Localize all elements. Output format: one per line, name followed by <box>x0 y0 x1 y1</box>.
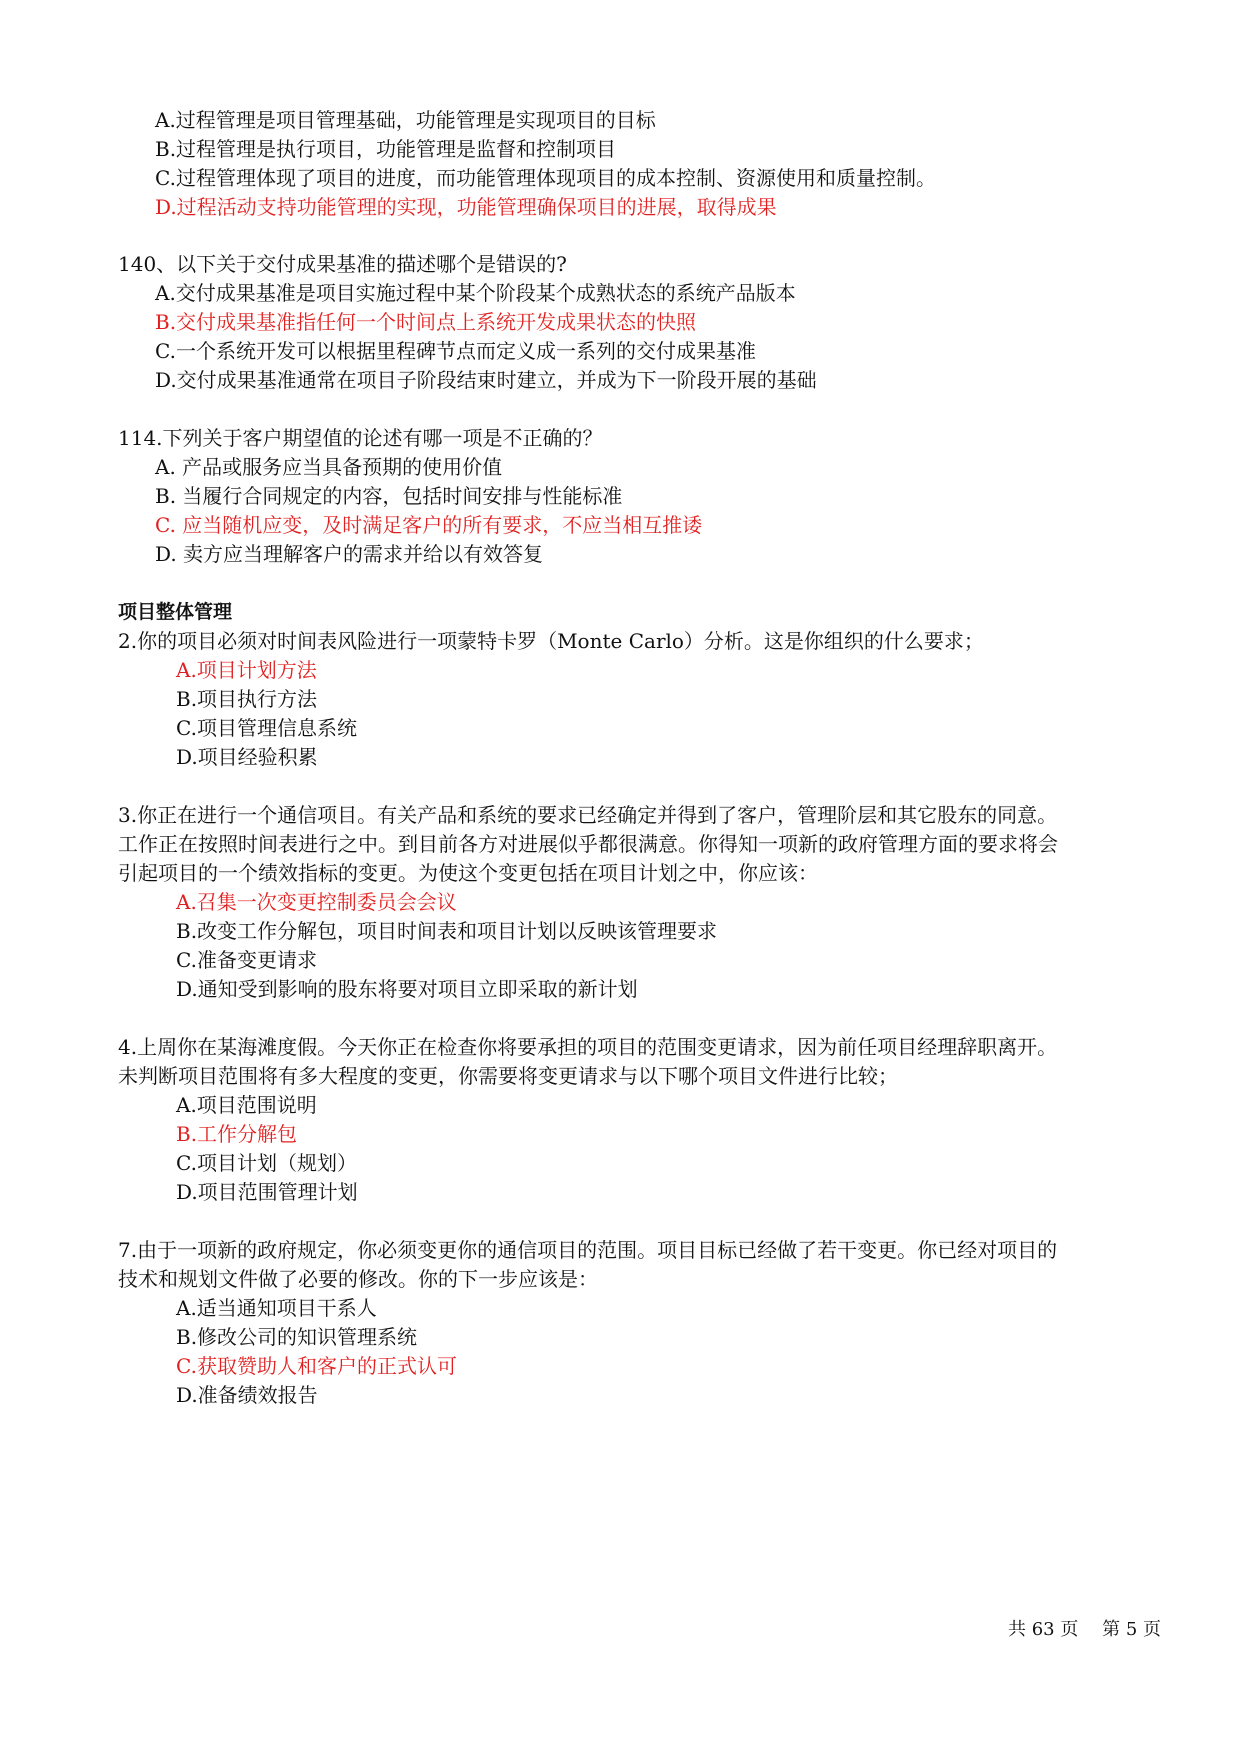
section-title: 项目整体管理 <box>118 601 233 623</box>
q4-question-line-2: 未判断项目范围将有多大程度的变更，你需要将变更请求与以下哪个项目文件进行比较； <box>118 1064 898 1088</box>
current-page: 第 5 页 <box>1102 1619 1161 1640</box>
q114-question: 114.下列关于客户期望值的论述有哪一项是不正确的？ <box>118 426 603 450</box>
q4-question-line-1: 4.上周你在某海滩度假。今天你正在检查你将要承担的项目的范围变更请求，因为前任项目经理辞职离开。 <box>118 1035 1058 1059</box>
q4-option-b-answer: B.工作分解包 <box>176 1122 298 1146</box>
q4-option-a: A.项目范围说明 <box>176 1093 317 1117</box>
q114-option-d: D. 卖方应当理解客户的需求并给以有效答复 <box>155 542 544 566</box>
q7-question-line-2: 技术和规划文件做了必要的修改。你的下一步应该是： <box>118 1267 598 1291</box>
q139-option-d-answer: D.过程活动支持功能管理的实现，功能管理确保项目的进展，取得成果 <box>155 195 777 219</box>
q3-option-a-answer: A.召集一次变更控制委员会会议 <box>176 890 457 914</box>
q139-option-b: B.过程管理是执行项目，功能管理是监督和控制项目 <box>155 137 617 161</box>
q139-option-c: C.过程管理体现了项目的进度，而功能管理体现项目的成本控制、资源使用和质量控制。 <box>155 166 936 190</box>
q114-option-b: B. 当履行合同规定的内容，包括时间安排与性能标准 <box>155 484 623 508</box>
q114-option-c-answer: C. 应当随机应变，及时满足客户的所有要求，不应当相互推诿 <box>155 513 703 537</box>
q139-option-a: A.过程管理是项目管理基础，功能管理是实现项目的目标 <box>155 108 656 132</box>
q7-option-a: A.适当通知项目干系人 <box>176 1296 377 1320</box>
q3-question-line-1: 3.你正在进行一个通信项目。有关产品和系统的要求已经确定并得到了客户，管理阶层和其它股东的同意。 <box>118 803 1058 827</box>
q140-option-c: C.一个系统开发可以根据里程碑节点而定义成一系列的交付成果基准 <box>155 339 756 363</box>
q140-option-b-answer: B.交付成果基准指任何一个时间点上系统开发成果状态的快照 <box>155 310 697 334</box>
q2-option-b: B.项目执行方法 <box>176 687 318 711</box>
page-footer <box>1008 1618 1161 1642</box>
q140-option-a: A.交付成果基准是项目实施过程中某个阶段某个成熟状态的系统产品版本 <box>155 281 796 305</box>
q114-option-a: A. 产品或服务应当具备预期的使用价值 <box>155 455 503 479</box>
q140-question: 140、以下关于交付成果基准的描述哪个是错误的? <box>118 252 567 276</box>
q7-question-line-1: 7.由于一项新的政府规定，你必须变更你的通信项目的范围。项目目标已经做了若干变更。你已经对项目的 <box>118 1238 1058 1262</box>
q2-question: 2.你的项目必须对时间表风险进行一项蒙特卡罗（Monte Carlo）分析。这是你组织的什么要求； <box>118 629 984 653</box>
q7-option-c-answer: C.获取赞助人和客户的正式认可 <box>176 1354 457 1378</box>
q140-option-d: D.交付成果基准通常在项目子阶段结束时建立，并成为下一阶段开展的基础 <box>155 368 817 392</box>
total-pages: 共 63 页 <box>1008 1619 1079 1640</box>
q3-question-line-2: 工作正在按照时间表进行之中。到目前各方对进展似乎都很满意。你得知一项新的政府管理方面的要求将会 <box>118 832 1058 856</box>
q3-option-d: D.通知受到影响的股东将要对项目立即采取的新计划 <box>176 977 638 1001</box>
q3-option-b: B.改变工作分解包，项目时间表和项目计划以反映该管理要求 <box>176 919 718 943</box>
q2-option-c: C.项目管理信息系统 <box>176 716 357 740</box>
q3-question-line-3: 引起项目的一个绩效指标的变更。为使这个变更包括在项目计划之中，你应该： <box>118 861 818 885</box>
q3-option-c: C.准备变更请求 <box>176 948 317 972</box>
q2-option-a-answer: A.项目计划方法 <box>176 658 317 682</box>
q2-option-d: D.项目经验积累 <box>176 745 318 769</box>
q7-option-b: B.修改公司的知识管理系统 <box>176 1325 418 1349</box>
q4-option-d: D.项目范围管理计划 <box>176 1180 358 1204</box>
q7-option-d: D.准备绩效报告 <box>176 1383 318 1407</box>
q4-option-c: C.项目计划（规划） <box>176 1151 357 1175</box>
